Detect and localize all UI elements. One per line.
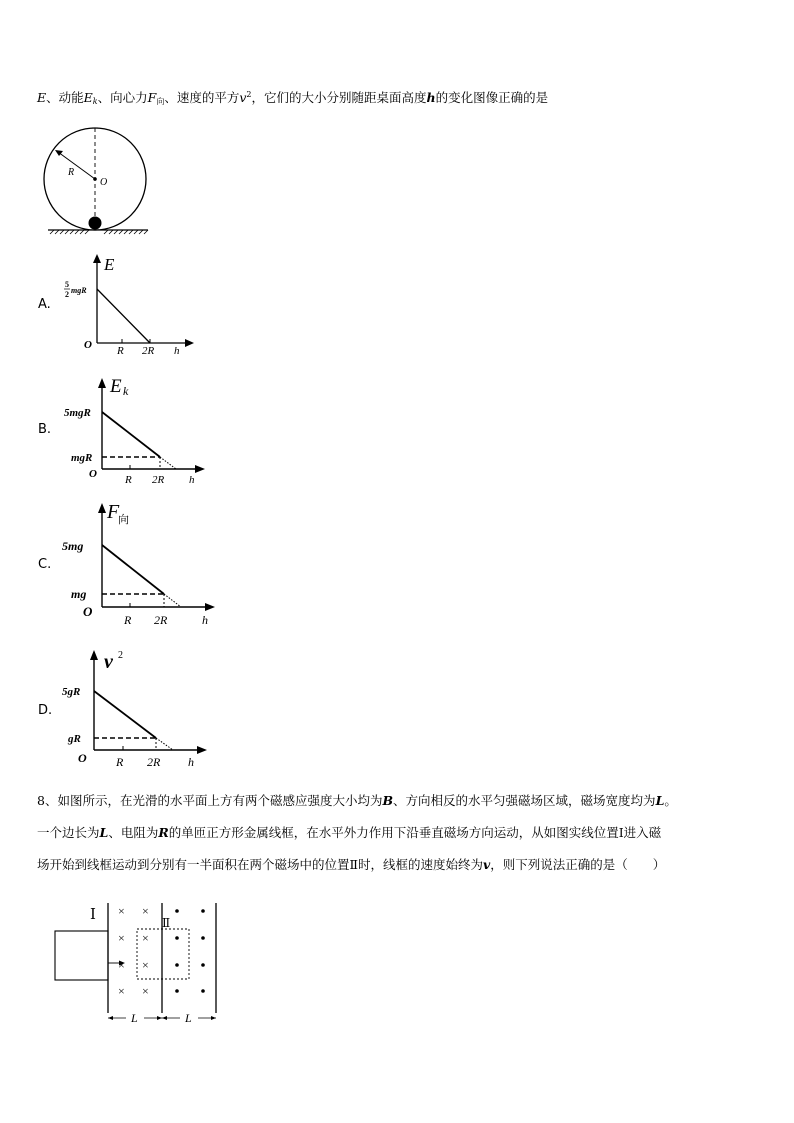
- extrapolated-line: [160, 457, 176, 469]
- field-cross: ×: [142, 984, 149, 998]
- x-axis-title: h: [188, 755, 194, 769]
- position-1-label: Ⅰ: [90, 907, 96, 923]
- ball: [89, 217, 102, 230]
- centripetal-force-line: [102, 545, 164, 594]
- origin-label: O: [84, 339, 92, 351]
- field-dot: [175, 936, 179, 940]
- magnetic-field-figure: [45, 895, 245, 1035]
- x-tick-label-r: R: [125, 474, 132, 486]
- x-axis-arrow: [195, 465, 205, 473]
- x-axis-title: h: [189, 474, 195, 486]
- x-tick-label-r: R: [117, 345, 124, 357]
- loop-position-1: [55, 931, 108, 980]
- extrapolated-line: [164, 594, 181, 607]
- field-dot: [201, 909, 205, 913]
- y-axis-title-sub: k: [123, 384, 129, 398]
- field-dot: [201, 963, 205, 967]
- circle-track-figure: [40, 122, 160, 242]
- origin-label: O: [78, 751, 87, 765]
- field-out-of-page-region: [175, 909, 205, 993]
- option-b-graph[interactable]: [58, 372, 218, 487]
- option-c-graph[interactable]: [58, 498, 228, 628]
- option-d-graph[interactable]: [58, 645, 218, 770]
- y-low-label: mg: [71, 587, 87, 601]
- option-d-label[interactable]: D.: [38, 703, 53, 718]
- field-cross: ×: [142, 931, 149, 945]
- y-high-label: 5mgR: [64, 407, 91, 419]
- field-dot: [175, 989, 179, 993]
- position-2-label: Ⅱ: [162, 916, 171, 930]
- x-tick-label-r: R: [124, 613, 132, 627]
- extrapolated-line: [156, 738, 173, 750]
- y-axis-arrow: [98, 378, 106, 388]
- radius-label: R: [68, 167, 75, 178]
- y-axis-title-sub: 向: [118, 514, 129, 526]
- energy-line: [97, 289, 150, 343]
- question-7-stem: E、动能$E_k$、向心力$F_向$、速度的平方$v^2$，它们的大小分别随距桌面高度h的变化图像正确的是: [37, 90, 549, 106]
- y-high-numerator: 5: [65, 280, 69, 289]
- field-cross: ×: [142, 958, 149, 972]
- y-low-label: mgR: [71, 452, 93, 464]
- x-axis-arrow: [197, 746, 207, 754]
- option-b-label[interactable]: B.: [38, 422, 52, 437]
- y-axis-title-sup: 2: [118, 650, 123, 661]
- x-axis-arrow: [205, 603, 215, 611]
- width-label-1: L: [131, 1011, 138, 1025]
- field-cross: ×: [118, 904, 125, 918]
- question-8-line-2: 一个边长为L、电阻为R的单匝正方形金属线框，在水平外力作用下沿垂直磁场方向运动，从如图实线位置Ⅰ进入磁: [37, 825, 662, 840]
- y-axis-title: E: [110, 376, 122, 397]
- y-axis-arrow: [98, 503, 106, 513]
- center-point: [93, 177, 97, 181]
- y-axis-arrow: [93, 254, 101, 263]
- x-axis-arrow: [185, 339, 194, 347]
- velocity-squared-line: [94, 691, 156, 738]
- y-high-unit: mgR: [71, 286, 87, 295]
- field-cross: ×: [118, 984, 125, 998]
- option-c-label[interactable]: C.: [38, 557, 52, 572]
- field-dot: [175, 963, 179, 967]
- y-axis-title: E: [104, 255, 115, 274]
- question-8-line-3: 场开始到线框运动到分别有一半面积在两个磁场中的位置Ⅱ时，线框的速度始终为v，则下列说法正确的是（ ）: [37, 857, 666, 872]
- field-dot: [175, 909, 179, 913]
- y-axis-arrow: [90, 650, 98, 660]
- y-high-denominator: 2: [65, 290, 69, 299]
- field-cross: ×: [118, 958, 125, 972]
- stem-text: 、动能: [46, 90, 84, 105]
- x-tick-label-2r: 2R: [142, 345, 155, 357]
- x-axis-title: h: [174, 345, 180, 357]
- field-cross: ×: [142, 904, 149, 918]
- option-a-graph[interactable]: [60, 250, 200, 360]
- x-tick-label-2r: 2R: [147, 755, 161, 769]
- x-tick-label-r: R: [116, 755, 124, 769]
- kinetic-energy-line: [102, 412, 160, 457]
- y-high-label: 5gR: [62, 686, 81, 698]
- field-dot: [201, 989, 205, 993]
- option-a-label[interactable]: A.: [38, 297, 51, 312]
- y-low-label: gR: [68, 733, 81, 745]
- y-high-label: 5mg: [62, 539, 84, 553]
- x-axis-title: h: [202, 613, 208, 627]
- origin-label: O: [89, 468, 97, 480]
- y-axis-title: F: [107, 501, 120, 523]
- y-axis-title: v: [104, 651, 113, 673]
- x-tick-label-2r: 2R: [152, 474, 165, 486]
- field-dot: [201, 936, 205, 940]
- origin-label: O: [83, 604, 93, 619]
- field-cross: ×: [118, 931, 125, 945]
- width-label-2: L: [185, 1011, 192, 1025]
- question-8-line-1: 8、如图所示，在光滑的水平面上方有两个磁感应强度大小均为B、方向相反的水平匀强磁场区域，磁场宽度均为L。: [37, 793, 677, 808]
- table-hatching: [50, 230, 148, 234]
- radius-arrow: [58, 152, 95, 179]
- center-label: O: [100, 177, 108, 188]
- x-tick-label-2r: 2R: [154, 613, 168, 627]
- stem-symbol-e: E: [37, 90, 47, 105]
- field-into-page-region: [118, 904, 149, 998]
